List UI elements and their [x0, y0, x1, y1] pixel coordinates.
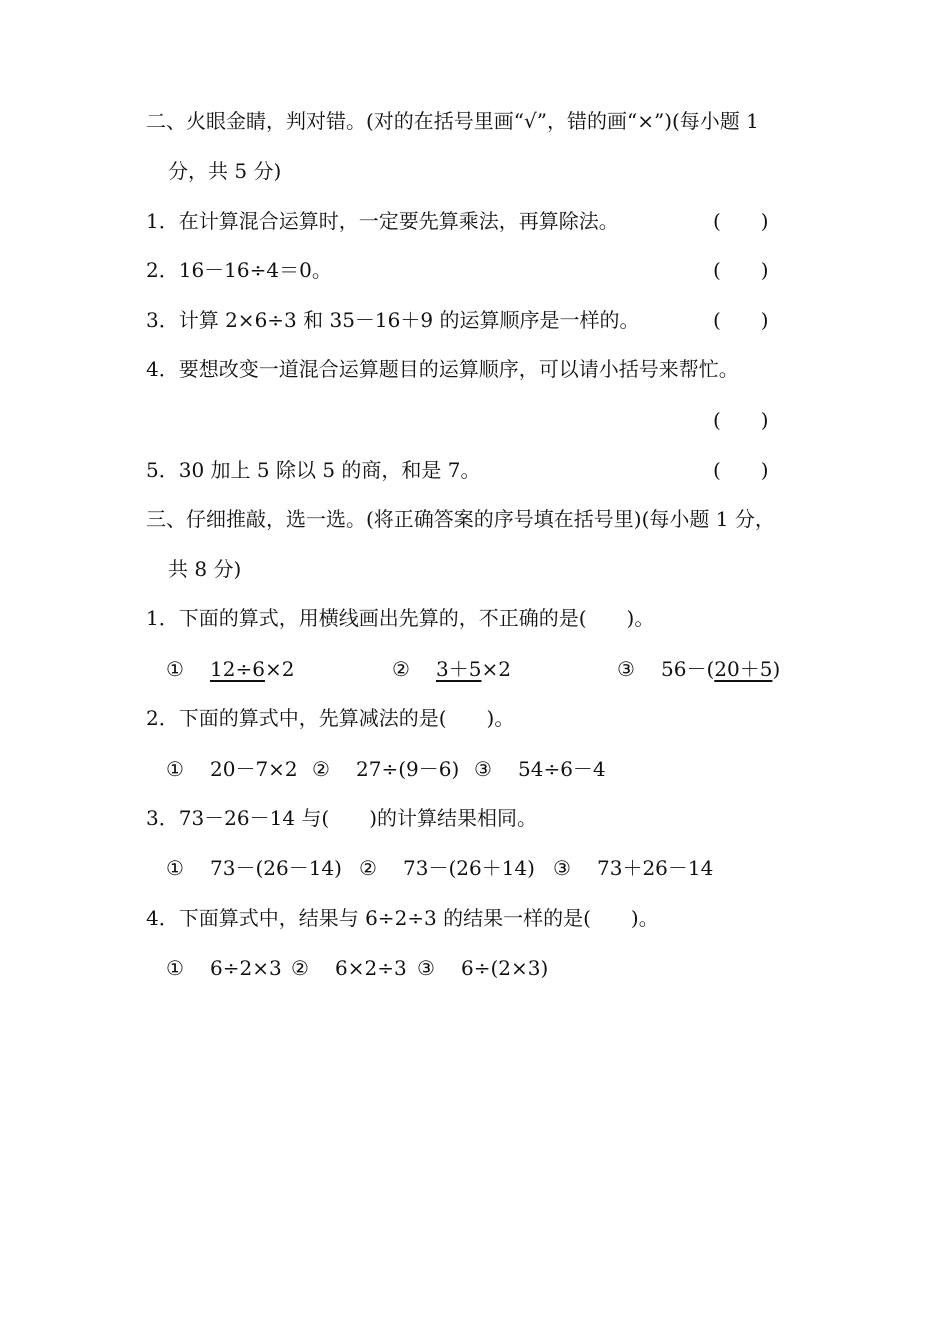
option-symbol: ③: [617, 657, 635, 681]
answer-blank-5[interactable]: ( ): [713, 458, 769, 482]
section3-question-1: 1．下面的算式，用横线画出先算的，不正确的是( )。: [146, 606, 655, 630]
section2-heading-line2: 分，共 5 分): [168, 159, 282, 183]
expr-rest: ×2: [481, 657, 511, 681]
option-symbol: ③: [474, 757, 492, 781]
option-symbol: ②: [291, 956, 309, 980]
section3-question-3: 3．73－26－14 与( )的计算结果相同。: [146, 806, 538, 830]
option-symbol: ②: [392, 657, 410, 681]
section3-question-4: 4．下面算式中，结果与 6÷2÷3 的结果一样的是( )。: [146, 906, 659, 930]
answer-blank-1[interactable]: ( ): [713, 209, 769, 233]
q3-option-3[interactable]: [553, 855, 713, 881]
option-symbol: ①: [166, 757, 184, 781]
underlined-part: 3＋5: [436, 657, 482, 681]
expr-suffix: ): [772, 657, 781, 681]
section3-question-2: 2．下面的算式中，先算减法的是( )。: [146, 706, 515, 730]
q1-option-3[interactable]: [617, 656, 780, 682]
underlined-part: 20＋5: [714, 657, 773, 681]
option-symbol: ③: [417, 956, 435, 980]
option-symbol: ③: [553, 856, 571, 880]
expr-prefix: 56－(: [661, 657, 715, 681]
expr-rest: ×2: [264, 657, 295, 681]
section2-item-2: 2．16－16÷4＝0。: [146, 258, 332, 282]
section2-item-5: 5．30 加上 5 除以 5 的商，和是 7。: [146, 458, 481, 482]
q4-option-1[interactable]: [166, 955, 282, 981]
section3-heading-line2: 共 8 分): [168, 557, 242, 581]
underlined-part: 12÷6: [210, 657, 265, 681]
q3-option-1[interactable]: [166, 855, 342, 881]
q4-option-2[interactable]: [291, 955, 407, 981]
option-expr: 6×2÷3: [335, 956, 407, 980]
section3-heading-line1: 三、仔细推敲，选一选。(将正确答案的序号填在括号里)(每小题 1 分，: [146, 507, 775, 531]
option-expr: 73－(26－14): [210, 856, 342, 880]
option-expr: 27÷(9－6): [356, 757, 460, 781]
option-symbol: ①: [166, 856, 184, 880]
option-symbol: ①: [166, 657, 184, 681]
answer-blank-3[interactable]: ( ): [713, 308, 769, 332]
section2-item-4: 4．要想改变一道混合运算题目的运算顺序，可以请小括号来帮忙。: [146, 357, 739, 381]
option-symbol: ②: [359, 856, 377, 880]
option-expr: 54÷6－4: [518, 757, 606, 781]
option-symbol: ②: [312, 757, 330, 781]
section2-heading-line1: 二、火眼金睛，判对错。(对的在括号里画“√”，错的画“×”)(每小题 1: [146, 109, 759, 133]
option-expr: 6÷2×3: [210, 956, 282, 980]
q3-option-2[interactable]: [359, 855, 535, 881]
q4-option-3[interactable]: [417, 955, 548, 981]
option-expr: 20－7×2: [210, 757, 298, 781]
answer-blank-4[interactable]: ( ): [713, 408, 769, 432]
q1-option-1[interactable]: [166, 656, 294, 682]
answer-blank-2[interactable]: ( ): [713, 258, 769, 282]
q2-option-1[interactable]: [166, 756, 298, 782]
option-expr: 73－(26＋14): [403, 856, 535, 880]
q2-option-2[interactable]: [312, 756, 459, 782]
option-expr: 6÷(2×3): [461, 956, 549, 980]
q2-option-3[interactable]: [474, 756, 606, 782]
q1-option-2[interactable]: [392, 656, 511, 682]
section2-item-3: 3．计算 2×6÷3 和 35－16＋9 的运算顺序是一样的。: [146, 308, 640, 332]
section2-item-1: 1．在计算混合运算时，一定要先算乘法，再算除法。: [146, 209, 619, 233]
option-symbol: ①: [166, 956, 184, 980]
option-expr: 73＋26－14: [597, 856, 714, 880]
